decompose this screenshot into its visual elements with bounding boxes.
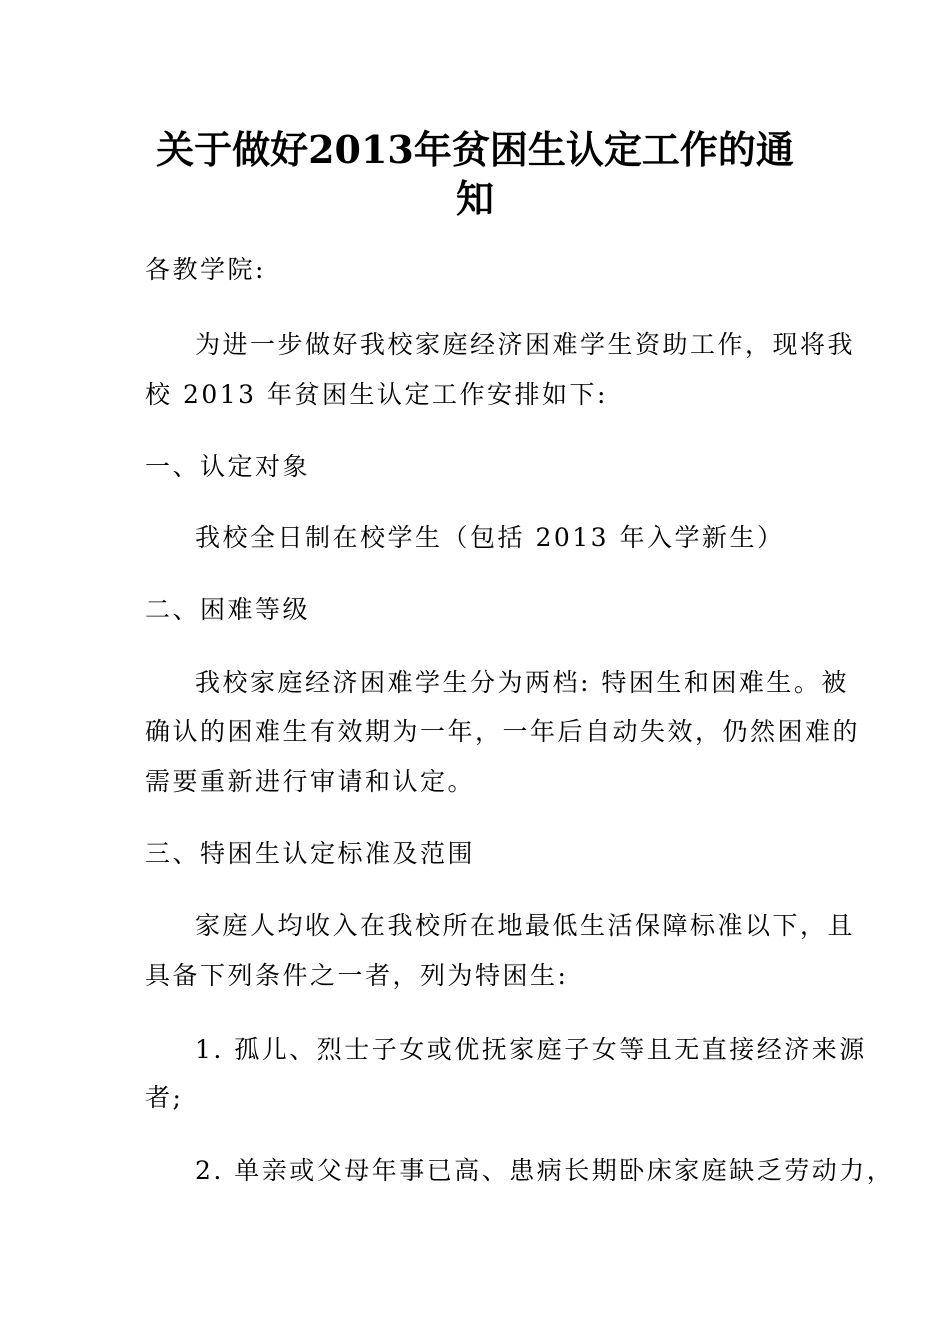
section-2-body-line-2: 确认的困难生有效期为一年，一年后自动失效，仍然困难的: [145, 717, 861, 746]
document-title-line-2: 知: [455, 176, 494, 221]
section-1-body-line-1: 我校全日制在校学生（包括 2013 年入学新生）: [195, 523, 785, 552]
section-3-body-line-2: 具备下列条件之一者，列为特困生:: [145, 961, 569, 990]
section-2-body-line-3: 需要重新进行审请和认定。: [145, 767, 476, 796]
section-3-item-1-line-2: 者;: [145, 1083, 184, 1112]
document-title-line-1: 关于做好2013年贫困生认定工作的通: [156, 127, 794, 172]
section-3-heading: 三、特困生认定标准及范围: [145, 839, 476, 868]
salutation: 各教学院:: [145, 255, 266, 284]
intro-line-2: 校 2013 年贫困生认定工作安排如下:: [145, 380, 608, 409]
section-3-body-line-1: 家庭人均收入在我校所在地最低生活保障标准以下，且: [195, 911, 856, 940]
section-1-heading: 一、认定对象: [145, 452, 311, 481]
section-3-item-2-line-1: 2. 单亲或父母年事已高、患病长期卧床家庭缺乏劳动力，: [195, 1156, 895, 1185]
section-3-item-1-line-1: 1. 孤儿、烈士子女或优抚家庭子女等且无直接经济来源: [195, 1035, 867, 1064]
intro-line-1: 为进一步做好我校家庭经济困难学生资助工作，现将我: [195, 330, 856, 359]
section-2-heading: 二、困难等级: [145, 595, 311, 624]
section-2-body-line-1: 我校家庭经济困难学生分为两档: 特困生和困难生。被: [195, 668, 849, 697]
